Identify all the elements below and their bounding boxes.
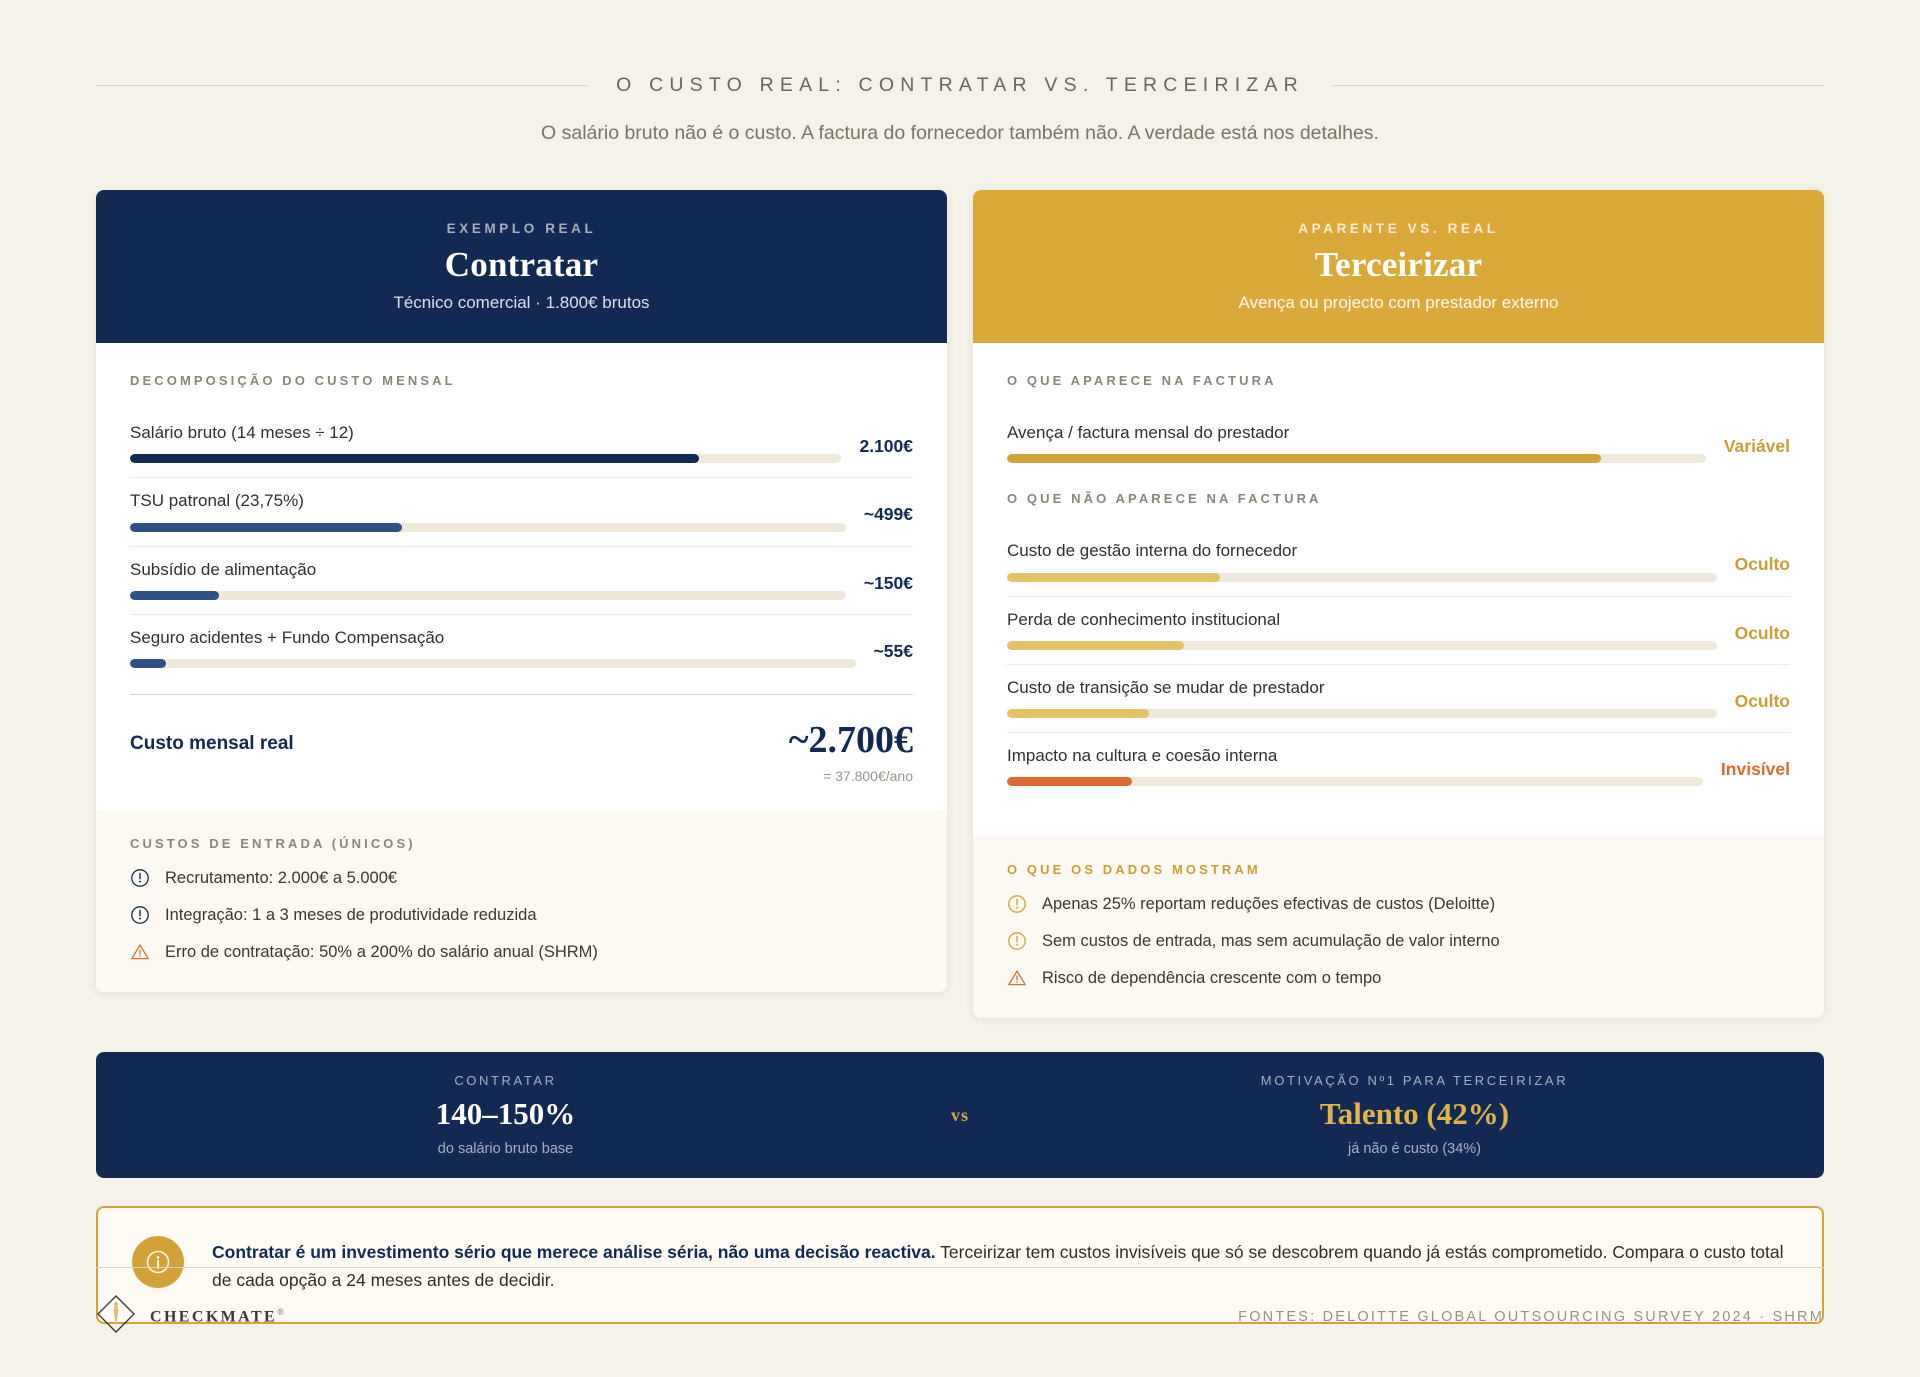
contratar-rows bbox=[130, 410, 913, 682]
row-value: ~150€ bbox=[863, 572, 913, 593]
row-label: Avença / factura mensal do prestador bbox=[1007, 423, 1290, 442]
list-item bbox=[130, 942, 913, 962]
compare-right-value: Talento (42%) bbox=[1319, 1096, 1510, 1132]
list-item bbox=[1007, 894, 1790, 914]
card-contratar-kicker: EXEMPLO REAL bbox=[446, 221, 597, 236]
contratar-bullets bbox=[130, 868, 913, 962]
row-main bbox=[1007, 609, 1717, 650]
bar-fill bbox=[1007, 709, 1149, 718]
row-value: Oculto bbox=[1734, 622, 1790, 643]
page-title: O CUSTO REAL: CONTRATAR VS. TERCEIRIZAR bbox=[616, 74, 1304, 96]
bar-track bbox=[1007, 454, 1706, 463]
row-label: Custo de transição se mudar de prestador bbox=[1007, 677, 1325, 697]
section-label-entry-costs: CUSTOS DE ENTRADA (ÚNICOS) bbox=[130, 836, 416, 851]
row-value: ~499€ bbox=[863, 504, 913, 525]
table-row bbox=[130, 410, 913, 478]
row-main bbox=[130, 627, 856, 668]
compare-vs-label: vs bbox=[950, 1104, 969, 1125]
card-contratar-title: Contratar bbox=[444, 245, 599, 284]
card-contratar bbox=[96, 190, 947, 992]
table-row bbox=[1007, 597, 1790, 665]
sources-text: FONTES: DELOITTE GLOBAL OUTSOURCING SURVEY 2024 · SHRM bbox=[1238, 1308, 1824, 1325]
brand-logo[interactable] bbox=[96, 1294, 286, 1339]
total-row bbox=[130, 694, 913, 810]
bar-fill bbox=[1007, 454, 1601, 463]
bullet-text: Risco de dependência crescente com o tempo bbox=[1042, 968, 1382, 987]
bullet-text: Recrutamento: 2.000€ a 5.000€ bbox=[165, 868, 398, 887]
bar-track bbox=[1007, 777, 1703, 786]
bar-fill bbox=[130, 523, 402, 532]
row-label: Impacto na cultura e coesão interna bbox=[1007, 746, 1278, 765]
callout-bold: Contratar é um investimento sério que merece análise séria, não uma decisão reactiva. bbox=[212, 1242, 936, 1263]
bullet-text: Erro de contratação: 50% a 200% do salário anual (SHRM) bbox=[165, 942, 598, 961]
list-item bbox=[1007, 931, 1790, 951]
brand-trademark: ® bbox=[277, 1306, 287, 1317]
terceirizar-bullets bbox=[1007, 894, 1790, 988]
info-circle-icon bbox=[130, 905, 150, 925]
row-main bbox=[1007, 677, 1717, 718]
row-main bbox=[1007, 422, 1706, 463]
bar-track bbox=[130, 659, 856, 668]
card-terceirizar-subtitle: Avença ou projecto com prestador externo bbox=[1238, 293, 1559, 312]
callout-rest: Terceirizar tem custos invisíveis que só se descobrem quando já estás comprometido. Compara o custo total de cada opção a 24 meses antes de decidir. bbox=[212, 1242, 1784, 1290]
row-value: Variável bbox=[1723, 436, 1790, 456]
card-contratar-footer bbox=[96, 810, 947, 992]
compare-left-note: do salário bruto base bbox=[437, 1141, 574, 1158]
bar-track bbox=[1007, 641, 1717, 650]
row-main bbox=[1007, 745, 1703, 786]
bar-fill bbox=[1007, 777, 1132, 786]
table-row bbox=[130, 615, 913, 682]
section-label-breakdown: DECOMPOSIÇÃO DO CUSTO MENSAL bbox=[130, 373, 456, 388]
table-row bbox=[1007, 733, 1790, 800]
compare-right bbox=[1005, 1073, 1824, 1157]
compare-left bbox=[96, 1073, 915, 1157]
footer-content bbox=[96, 1294, 1824, 1339]
terceirizar-hidden-rows bbox=[1007, 528, 1790, 800]
card-contratar-body bbox=[96, 343, 947, 810]
row-label: TSU patronal (23,75%) bbox=[130, 491, 304, 511]
table-row bbox=[130, 478, 913, 546]
bar-fill bbox=[1007, 641, 1184, 650]
info-circle-icon bbox=[130, 868, 150, 888]
card-terceirizar bbox=[973, 190, 1824, 1018]
rule-left bbox=[96, 85, 588, 86]
checkmate-diamond-icon bbox=[96, 1294, 136, 1339]
row-value: Oculto bbox=[1734, 554, 1790, 575]
row-value: Invisível bbox=[1720, 759, 1790, 779]
page-subtitle: O salário bruto não é o custo. A factura do fornecedor também não. A verdade está nos detalhes. bbox=[541, 122, 1379, 144]
comparison-strip bbox=[96, 1052, 1824, 1178]
section-label-invoice-visible: O QUE APARECE NA FACTURA bbox=[1007, 373, 1277, 388]
bar-track bbox=[1007, 573, 1717, 582]
warning-triangle-icon bbox=[130, 942, 150, 962]
brand-name: CHECKMATE® bbox=[150, 1306, 287, 1326]
compare-left-value: 140–150% bbox=[435, 1096, 576, 1132]
row-main bbox=[130, 490, 846, 531]
row-label: Perda de conhecimento institucional bbox=[1007, 609, 1281, 629]
section-label-invoice-hidden: O QUE NÃO APARECE NA FACTURA bbox=[1007, 491, 1322, 507]
row-label: Custo de gestão interna do fornecedor bbox=[1007, 541, 1298, 561]
table-row bbox=[1007, 528, 1790, 596]
bar-track bbox=[130, 591, 846, 600]
row-label: Seguro acidentes + Fundo Compensação bbox=[130, 627, 445, 647]
comparison-cards bbox=[96, 190, 1824, 1018]
card-terceirizar-kicker: APARENTE VS. REAL bbox=[1298, 221, 1499, 236]
table-row bbox=[130, 547, 913, 615]
card-terceirizar-title: Terceirizar bbox=[1314, 245, 1483, 284]
title-row bbox=[96, 74, 1824, 97]
bar-track bbox=[130, 523, 846, 532]
bar-track bbox=[1007, 709, 1717, 718]
row-label: Salário bruto (14 meses ÷ 12) bbox=[130, 423, 354, 442]
total-value: ~2.700€ bbox=[788, 719, 913, 761]
row-main bbox=[130, 559, 846, 600]
bar-fill bbox=[1007, 573, 1220, 582]
page-footer bbox=[96, 1267, 1824, 1339]
bullet-text: Sem custos de entrada, mas sem acumulação de valor interno bbox=[1042, 931, 1500, 950]
card-contratar-header bbox=[96, 190, 947, 343]
footer-divider bbox=[96, 1267, 1824, 1268]
card-terceirizar-footer bbox=[973, 836, 1824, 1018]
row-value: 2.100€ bbox=[859, 436, 913, 456]
total-label: Custo mensal real bbox=[130, 733, 294, 754]
row-label: Subsídio de alimentação bbox=[130, 559, 317, 579]
total-right bbox=[789, 721, 913, 784]
list-item bbox=[1007, 968, 1790, 988]
card-contratar-subtitle: Técnico comercial · 1.800€ brutos bbox=[393, 293, 650, 312]
bar-fill bbox=[130, 591, 219, 600]
warning-triangle-icon bbox=[1007, 968, 1027, 988]
section-label-data-shows: O QUE OS DADOS MOSTRAM bbox=[1007, 862, 1261, 878]
info-circle-icon bbox=[1007, 931, 1027, 951]
compare-right-note: já não é custo (34%) bbox=[1348, 1141, 1481, 1158]
rule-right bbox=[1332, 85, 1824, 86]
list-item bbox=[130, 868, 913, 888]
info-circle-icon bbox=[1007, 894, 1027, 914]
compare-right-kicker: MOTIVAÇÃO Nº1 PARA TERCEIRIZAR bbox=[1260, 1073, 1569, 1089]
card-terceirizar-header bbox=[973, 190, 1824, 343]
table-row bbox=[1007, 665, 1790, 733]
page-header bbox=[96, 0, 1824, 145]
table-row bbox=[1007, 410, 1790, 477]
row-value: Oculto bbox=[1734, 690, 1790, 711]
bar-track bbox=[130, 454, 841, 463]
list-item bbox=[130, 905, 913, 925]
bullet-text: Integração: 1 a 3 meses de produtividade reduzida bbox=[165, 905, 537, 924]
bullet-text: Apenas 25% reportam reduções efectivas de custos (Deloitte) bbox=[1042, 894, 1496, 913]
row-value: ~55€ bbox=[873, 640, 913, 661]
row-main bbox=[130, 422, 841, 463]
card-terceirizar-body bbox=[973, 343, 1824, 814]
bar-fill bbox=[130, 659, 166, 668]
terceirizar-visible-rows bbox=[1007, 410, 1790, 477]
bar-fill bbox=[130, 454, 699, 463]
compare-left-kicker: CONTRATAR bbox=[454, 1073, 557, 1089]
row-main bbox=[1007, 540, 1717, 581]
total-note: = 37.800€/ano bbox=[823, 768, 913, 784]
